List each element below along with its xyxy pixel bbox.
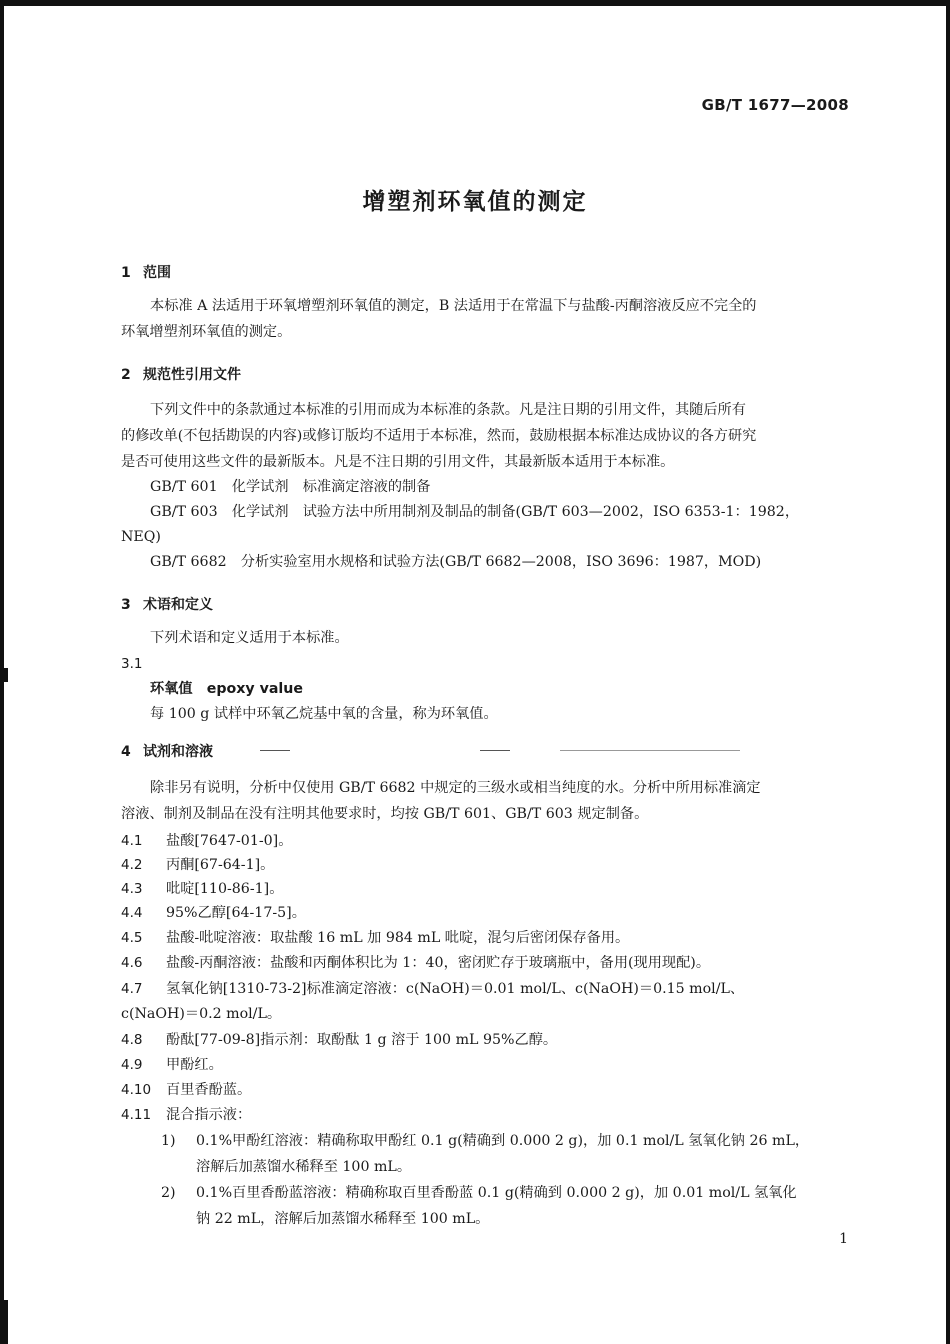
section-2-para-line: 下列文件中的条款通过本标准的引用而成为本标准的条款。凡是注日期的引用文件，其随后所有 [150,402,746,418]
sub-item-text: 0.1%甲酚红溶液：精确称取甲酚红 0.1 g(精确到 0.000 2 g)，加 0.1 mol/L 氢氧化钠 26 mL， [196,1133,810,1149]
subsection-number: 3.1 [121,656,143,672]
reference-gbt6682: GB/T 6682 分析实验室用水规格和试验方法(GB/T 6682—2008，ISO 3696：1987，MOD) [150,554,762,570]
list-item [121,977,744,1001]
section-2-para-line: 是否可使用这些文件的最新版本。凡是不注日期的引用文件，其最新版本适用于本标准。 [121,454,675,470]
section-3-para: 下列术语和定义适用于本标准。 [150,630,349,646]
scan-noise [480,750,510,751]
item-text: 盐酸-丙酮溶液：盐酸和丙酮体积比为 1：40，密闭贮存于玻璃瓶中，备用(现用现配)。 [166,955,711,971]
item-text: 氢氧化钠[1310-73-2]标准滴定溶液：c(NaOH)＝0.01 mol/L、c(NaOH)＝0.15 mol/L、 [166,981,745,997]
reference-gbt601: GB/T 601 化学试剂 标准滴定溶液的制备 [150,479,431,495]
list-item [121,1028,557,1052]
section-title: 试剂和溶液 [143,744,213,760]
sub-list-item [161,1129,809,1153]
section-title: 规范性引用文件 [143,367,241,383]
item-text: c(NaOH)＝0.2 mol/L。 [121,1006,282,1022]
scan-mark [0,668,8,682]
standard-code: GB/T 1677—2008 [701,96,849,114]
list-item [121,951,710,975]
section-number: 1 [121,265,131,281]
item-text: 95%乙醇[64-17-5]。 [166,905,306,921]
sub-item-number: 1) [161,1133,176,1149]
item-text: 吡啶[110-86-1]。 [166,881,284,897]
item-number: 4.8 [121,1032,143,1048]
item-number: 4.10 [121,1082,152,1098]
list-item [121,901,306,925]
scan-noise [260,750,290,751]
list-item [121,1078,251,1102]
list-item-continuation [121,1002,281,1026]
item-text: 混合指示液： [166,1107,252,1123]
item-text: 盐酸-吡啶溶液：取盐酸 16 mL 加 984 mL 吡啶，混匀后密闭保存备用。 [166,930,630,946]
sub-list-item-continuation: 钠 22 mL，溶解后加蒸馏水稀释至 100 mL。 [196,1211,490,1227]
sub-list-item-continuation: 溶解后加蒸馏水稀释至 100 mL。 [196,1159,412,1175]
sub-list-item [161,1181,797,1205]
section-title: 术语和定义 [143,597,213,613]
list-item [121,926,629,950]
item-text: 百里香酚蓝。 [166,1082,252,1098]
item-number: 4.3 [121,881,143,897]
list-item [121,829,292,853]
section-1-para-line: 环氧增塑剂环氧值的测定。 [121,324,292,340]
item-text: 丙酮[67-64-1]。 [166,857,275,873]
item-number: 4.5 [121,930,143,946]
item-text: 盐酸[7647-01-0]。 [166,833,293,849]
document-title: 增塑剂环氧值的测定 [362,189,588,215]
section-4-para-line: 除非另有说明，分析中仅使用 GB/T 6682 中规定的三级水或相当纯度的水。分析中所用标准滴定 [150,780,761,796]
section-number: 2 [121,367,131,383]
item-number: 4.1 [121,833,143,849]
term-heading: 环氧值 epoxy value [150,681,304,697]
sub-item-text: 0.1%百里香酚蓝溶液：精确称取百里香酚蓝 0.1 g(精确到 0.000 2 g)，加 0.01 mol/L 氢氧化 [196,1185,797,1201]
reference-gbt603-cont: NEQ) [121,529,161,545]
item-number: 4.4 [121,905,143,921]
list-item [121,853,274,877]
list-item [121,1053,223,1077]
section-title: 范围 [143,265,171,281]
section-number: 3 [121,597,131,613]
section-3-heading [121,594,213,614]
scan-mark [0,1300,8,1344]
scan-border-top [0,0,950,6]
item-text: 甲酚红。 [166,1057,223,1073]
item-number: 4.9 [121,1057,143,1073]
section-4-para-line: 溶液、制剂及制品在没有注明其他要求时，均按 GB/T 601、GB/T 603 规定制备。 [121,806,649,822]
item-number: 4.2 [121,857,143,873]
section-1-para-line: 本标准 A 法适用于环氧增塑剂环氧值的测定，B 法适用于在常温下与盐酸-丙酮溶液反应不完全的 [150,298,757,314]
list-item [121,877,283,901]
section-2-heading [121,364,241,384]
item-number: 4.7 [121,981,143,997]
section-4-heading [121,741,213,761]
section-number: 4 [121,744,131,760]
term-definition: 每 100 g 试样中环氧乙烷基中氧的含量，称为环氧值。 [150,706,498,722]
section-2-para-line: 的修改单(不包括勘误的内容)或修订版均不适用于本标准，然而，鼓励根据本标准达成协议的各方研究 [121,428,757,444]
page-number: 1 [839,1231,848,1247]
item-text: 酚酞[77-09-8]指示剂：取酚酞 1 g 溶于 100 mL 95%乙醇。 [166,1032,558,1048]
reference-gbt603: GB/T 603 化学试剂 试验方法中所用制剂及制品的制备(GB/T 603—2002，ISO 6353-1：1982， [150,504,800,520]
list-item [121,1103,251,1127]
sub-item-number: 2) [161,1185,176,1201]
item-number: 4.11 [121,1107,152,1123]
item-number: 4.6 [121,955,143,971]
section-1-heading [121,262,171,282]
scan-noise [560,750,740,751]
